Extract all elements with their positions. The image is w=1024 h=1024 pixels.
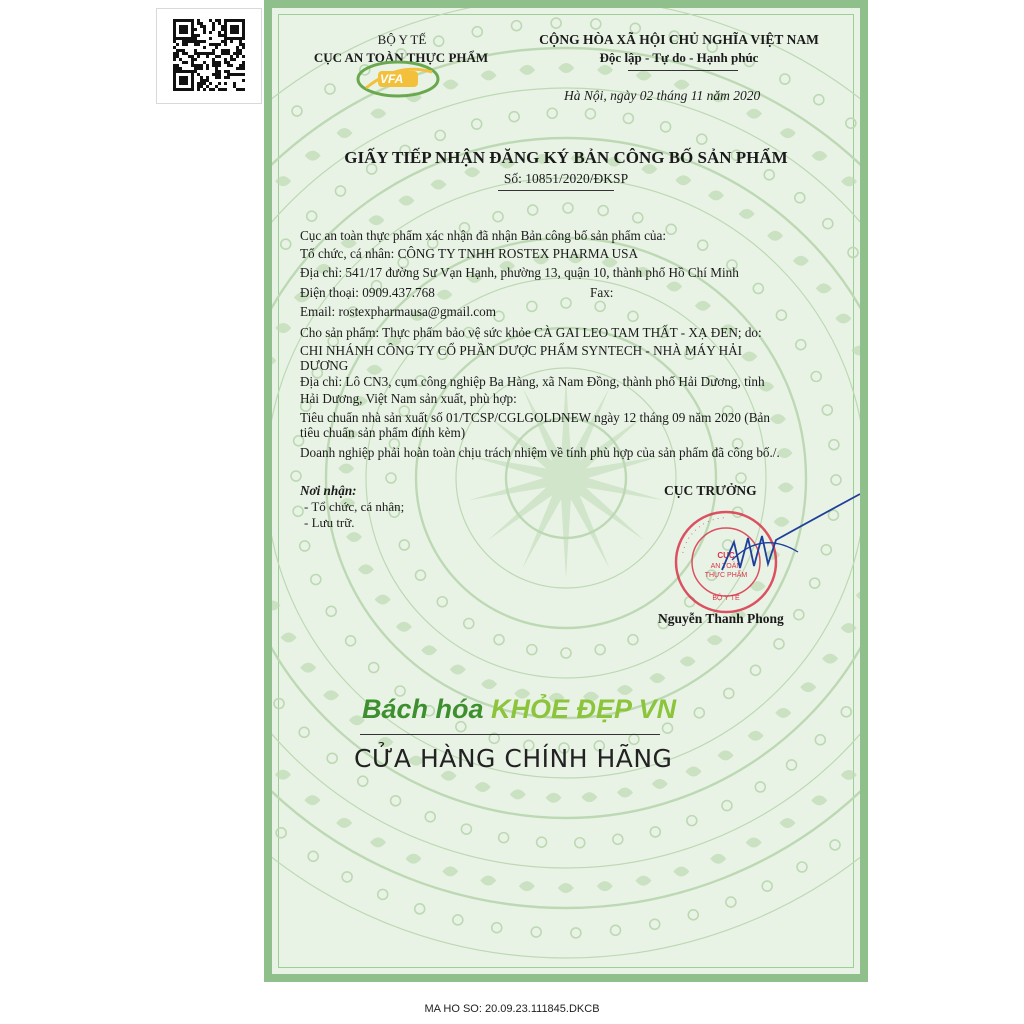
body-line: Hải Dương, Việt Nam sản xuất, phù hợp: [300,391,517,406]
recipient-item: - Tổ chức, cá nhân; [304,499,405,514]
body-line: Email: rostexpharmausa@gmail.com [300,304,496,319]
body-line: Điện thoại: 0909.437.768 [300,285,435,300]
recipient-item: - Lưu trữ. [304,515,355,530]
store-tagline: CỬA HÀNG CHÍNH HÃNG [354,744,673,773]
issue-date: Hà Nội, ngày 02 tháng 11 năm 2020 [564,88,761,103]
body-line: Tiêu chuẩn nhà sản xuất số 01/TCSP/CGLGOLDNEW ngày 12 tháng 09 năm 2020 (Bản [300,410,770,425]
store-brand [362,694,676,725]
store-brand-highlight: KHỎE ĐẸP VN [491,694,677,724]
republic-name: CỘNG HÒA XÃ HỘI CHỦ NGHĨA VIỆT NAM [539,32,819,47]
fax-label: Fax: [590,285,614,300]
recipients-heading: Nơi nhận: [300,483,357,498]
body-line: Doanh nghiệp phải hoàn toàn chịu trách nhiệm về tính phù hợp của sản phẩm đã công bố./. [300,445,780,460]
store-brand-prefix: Bách hóa [362,694,492,724]
svg-text:BỘ Y TẾ: BỘ Y TẾ [712,595,740,602]
document-title: GIẤY TIẾP NHẬN ĐĂNG KÝ BẢN CÔNG BỐ SẢN PHẨM [344,148,788,167]
qr-code [156,8,262,104]
motto-underline [628,70,738,71]
body-line: CHI NHÁNH CÔNG TY CỔ PHẦN DƯỢC PHẨM SYNTECH - NHÀ MÁY HẢI [300,343,743,358]
body-line: Cục an toàn thực phẩm xác nhận đã nhận Bản công bố sản phẩm của: [300,228,667,243]
body-line: Cho sản phẩm: Thực phẩm bảo vệ sức khỏe CÀ GAI LEO TAM THẤT - XẠ ĐEN; do: [300,325,762,340]
body-line: tiêu chuẩn sản phẩm đính kèm) [300,425,466,440]
svg-text:THỰC PHẨM: THỰC PHẨM [704,572,748,579]
svg-text:CỤC: CỤC [717,551,735,560]
certificate [264,0,868,982]
signer-role: CỤC TRƯỞNG [664,483,757,498]
dossier-code: MA HO SO: 20.09.23.111845.DKCB [424,1003,600,1015]
vfa-logo-text: VFA [380,72,404,86]
qr-code-icon [173,19,245,91]
svg-text:AN TOÀN: AN TOÀN [710,563,742,570]
ministry-name: BỘ Y TẾ [377,32,427,47]
signature [702,490,862,590]
body-line: Tổ chức, cá nhân: CÔNG TY TNHH ROSTEX PHARMA USA [300,246,639,261]
national-motto: Độc lập - Tự do - Hạnh phúc [599,50,759,65]
document-number: Số: 10851/2020/ĐKSP [503,171,629,186]
body-line: Địa chỉ: 541/17 đường Sư Vạn Hạnh, phường 13, quận 10, thành phố Hồ Chí Minh [300,265,739,280]
body-line: Địa chỉ: Lô CN3, cụm công nghiệp Ba Hàng, xã Nam Đồng, thành phố Hải Dương, tỉnh [300,374,765,389]
signer-name: Nguyễn Thanh Phong [658,611,784,626]
number-underline [498,190,614,191]
brand-divider [360,734,660,735]
body-line: DƯƠNG [300,358,349,373]
svg-text:· · · · · · · · · · · ·: · · · · · · · · · · · · [677,513,725,555]
agency-name: CỤC AN TOÀN THỰC PHẨM [313,50,489,65]
